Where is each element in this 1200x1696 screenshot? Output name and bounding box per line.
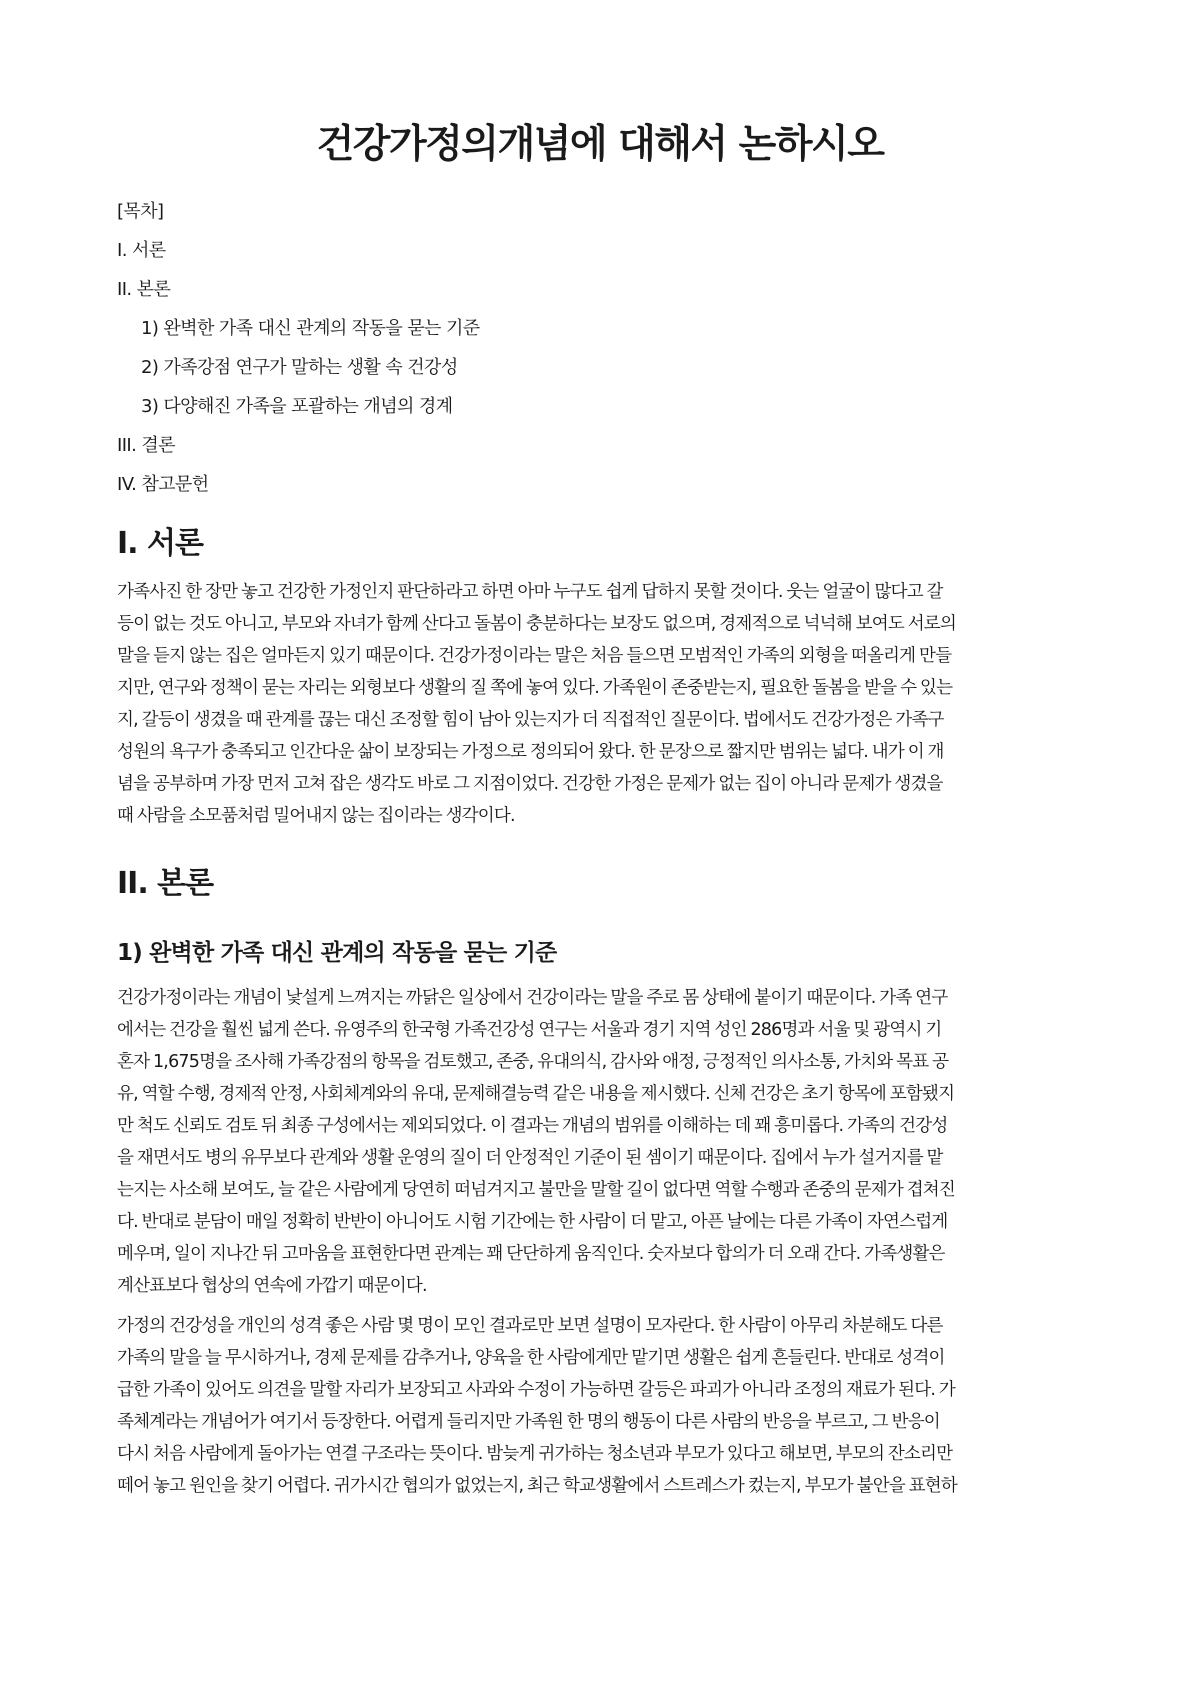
toc-subitem: 1) 완벽한 가족 대신 관계의 작동을 묻는 기준 [141, 318, 480, 339]
section-heading-introduction: I. 서론 [117, 526, 203, 561]
toc-subitem: 2) 가족강점 연구가 말하는 생활 속 건강성 [141, 357, 458, 378]
toc-item: I. 서론 [117, 240, 166, 261]
toc-item: IV. 참고문헌 [117, 474, 209, 495]
toc-item: III. 결론 [117, 435, 175, 456]
body-paragraph: 가정의 건강성을 개인의 성격 좋은 사람 몇 명이 모인 결과로만 보면 설명이 모자란다. 한 사람이 아무리 차분해도 다른 가족의 말을 늘 무시하거나, 경제 문제를 감추거나, 양육을 한 사람에게만 맡기면 생활은 쉽게 흔들린다. 반대로 성격이 급한 가족이 있어도 의견을 말할 자리가 보장되고 사과와 수정이 가능하면 갈등은 파괴가 아니라 조정의 재료가 된다. 가 족체계라는 개념어가 여기서 등장한다. 어렵게 들리지만 가족원 한 명의 행동이 다른 사람의 반응을 부르고, 그 반응이 다시 처음 사람에게 돌아가는 연결 구조라는 뜻이다. 밤늦게 귀가하는 청소년과 부모가 있다고 해보면, 부모의 잔소리만 떼어 놓고 원인을 찾기 어렵다. 귀가시간 협의가 없었는지, 최근 학교생활에서 스트레스가 컸는지, 부모가 불안을 표현하 [117, 1316, 958, 1496]
subsection-heading-1: 1) 완벽한 가족 대신 관계의 작동을 묻는 기준 [117, 940, 557, 966]
toc-item: II. 본론 [117, 279, 171, 300]
toc-subitem: 3) 다양해진 가족을 포괄하는 개념의 경계 [141, 396, 453, 417]
document-title: 건강가정의개념에 대해서 논하시오 [316, 122, 884, 167]
introduction-paragraph: 가족사진 한 장만 놓고 건강한 가정인지 판단하라고 하면 아마 누구도 쉽게 답하지 못할 것이다. 웃는 얼굴이 많다고 갈 등이 없는 것도 아니고, 부모와 자녀가 함께 산다고 돌봄이 충분하다는 보장도 없으며, 경제적으로 넉넉해 보여도 서로의 말을 듣지 않는 집은 얼마든지 있기 때문이다. 건강가정이라는 말은 처음 들으면 모범적인 가족의 외형을 떠올리게 만들 지만, 연구와 정책이 묻는 자리는 외형보다 생활의 질 쪽에 놓여 있다. 가족원이 존중받는지, 필요한 돌봄을 받을 수 있는 지, 갈등이 생겼을 때 관계를 끊는 대신 조정할 힘이 남아 있는지가 더 직접적인 질문이다. 법에서도 건강가정은 가족구 성원의 욕구가 충족되고 인간다운 삶이 보장되는 가정으로 정의되어 왔다. 한 문장으로 짧지만 범위는 넓다. 내가 이 개 념을 공부하며 가장 먼저 고쳐 잡은 생각도 바로 그 지점이었다. 건강한 가정은 문제가 없는 집이 아니라 문제가 생겼을 때 사람을 소모품처럼 밀어내지 않는 집이라는 생각이다. [117, 582, 957, 826]
table-of-contents [117, 192, 1083, 504]
toc-heading: [목차] [117, 201, 164, 222]
body-paragraph: 건강가정이라는 개념이 낯설게 느껴지는 까닭은 일상에서 건강이라는 말을 주로 몸 상태에 붙이기 때문이다. 가족 연구 에서는 건강을 훨씬 넓게 쓴다. 유영주의 한국형 가족건강성 연구는 서울과 경기 지역 성인 286명과 서울 및 광역시 기 혼자 1,675명을 조사해 가족강점의 항목을 검토했고, 존중, 유대의식, 감사와 애정, 긍정적인 의사소통, 가치와 목표 공 유, 역할 수행, 경제적 안정, 사회체계와의 유대, 문제해결능력 같은 내용을 제시했다. 신체 건강은 초기 항목에 포함됐지 만 척도 신뢰도 검토 뒤 최종 구성에서는 제외되었다. 이 결과는 개념의 범위를 이해하는 데 꽤 흥미롭다. 가족의 건강성 을 재면서도 병의 유무보다 관계와 생활 운영의 질이 더 안정적인 기준이 된 셈이기 때문이다. 집에서 누가 설거지를 맡 는지는 사소해 보여도, 늘 같은 사람에게 당연히 떠넘겨지고 불만을 말할 길이 없다면 역할 수행과 존중의 문제가 겹쳐진 다. 반대로 분담이 매일 정확히 반반이 아니어도 시험 기간에는 한 사람이 더 맡고, 아픈 날에는 다른 가족이 자연스럽게 메우며, 일이 지나간 뒤 고마움을 표현한다면 관계는 꽤 단단하게 움직인다. 숫자보다 합의가 더 오래 간다. 가족생활은 계산표보다 협상의 연속에 가깝기 때문이다. [117, 988, 956, 1296]
section-heading-body: II. 본론 [117, 866, 214, 901]
